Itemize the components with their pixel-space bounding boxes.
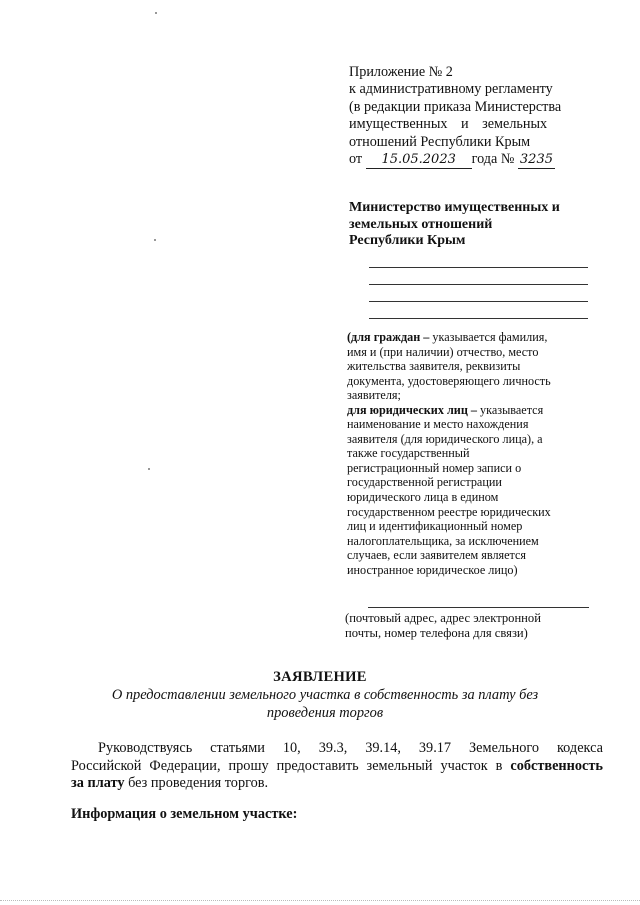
legal-text: указывается <box>477 402 544 417</box>
para-line-2 <box>71 758 603 776</box>
applicant-fill-line <box>369 267 588 268</box>
date-mid: года № <box>471 151 515 168</box>
citizens-label: (для граждан – <box>347 330 430 344</box>
appendix-date-line <box>349 151 561 169</box>
instr-line: случаев, если заявителем является <box>347 548 527 563</box>
para-line-1: Руководствуясь статьями 10, 39.3, 39.14, 39.17 Земельного кодекса <box>98 740 603 756</box>
instr-line: имя и (при наличии) отчество, место <box>347 344 539 359</box>
instr-line: также государственный <box>347 446 470 461</box>
statement-subtitle <box>80 686 570 723</box>
handwritten-number: 3235 <box>518 151 555 169</box>
instr-line: юридического лица в едином <box>347 490 499 505</box>
instr-line: наименование и место нахождения <box>347 417 529 432</box>
scan-speck <box>148 468 150 470</box>
land-info-heading: Информация о земельном участке: <box>71 806 298 822</box>
appendix-line-5: отношений Республики Крым <box>349 133 531 150</box>
para-line-3-text: без проведения торгов. <box>124 775 269 792</box>
handwritten-date: 15.05.2023 <box>366 151 472 169</box>
subtitle-line-1: О предоставлении земельного участка в собственность за плату без <box>111 687 539 703</box>
ministry-line-1: Министерство имущественных и <box>349 200 560 215</box>
para-line-2-text: Российской Федерации, прошу предоставить земельный участок в <box>71 757 511 774</box>
scan-bottom-edge <box>0 900 640 905</box>
instr-line: документа, удостоверяющего личность <box>347 373 551 388</box>
instr-line: государственном реестре юридических <box>347 504 551 519</box>
statement-title: ЗАЯВЛЕНИЕ <box>273 669 367 685</box>
instr-line: государственной регистрации <box>347 475 502 490</box>
applicant-fill-line <box>369 318 588 319</box>
instr-line: заявителя; <box>347 388 401 403</box>
para-line-2-bold: собственность <box>510 757 603 774</box>
scan-speck <box>154 239 156 241</box>
instr-legal-line <box>347 403 551 418</box>
postal-caption <box>345 611 541 642</box>
instr-line: заявителя (для юридического лица), а <box>347 431 543 446</box>
date-prefix: от <box>349 151 363 168</box>
instr-line: регистрационный номер записи о <box>347 460 522 475</box>
appendix-line-3: (в редакции приказа Министерства <box>349 98 562 115</box>
legal-label: для юридических лиц – <box>347 402 477 417</box>
para-line-3-bold: за плату <box>71 775 125 792</box>
scan-speck <box>155 12 157 14</box>
applicant-fill-line <box>369 301 588 302</box>
applicant-fill-line <box>369 284 588 285</box>
statement-paragraph <box>71 740 603 793</box>
postal-line-1: (почтовый адрес, адрес электронной <box>345 611 541 625</box>
ministry-addressee <box>349 200 560 250</box>
instr-line: лиц и идентификационный номер <box>347 519 523 534</box>
instr-line: налогоплательщика, за исключением <box>347 533 539 548</box>
appendix-line-1: Приложение № 2 <box>349 64 453 80</box>
para-line-3 <box>71 775 603 793</box>
subtitle-line-2: проведения торгов <box>266 705 384 722</box>
instr-line: жительства заявителя, реквизиты <box>347 359 521 374</box>
citizens-text: указывается фамилия, <box>429 330 548 344</box>
appendix-line-2: к административному регламенту <box>349 81 553 98</box>
ministry-line-3: Республики Крым <box>349 233 466 249</box>
appendix-header <box>349 64 561 169</box>
postal-line-2: почты, номер телефона для связи) <box>345 626 528 641</box>
ministry-line-2: земельных отношений <box>349 216 493 232</box>
instr-line: иностранное юридическое лицо) <box>347 562 518 577</box>
postal-fill-line <box>368 607 589 608</box>
applicant-instructions <box>347 330 551 577</box>
appendix-line-4: имущественных и земельных <box>349 116 548 133</box>
instr-citizens-line <box>347 330 551 345</box>
